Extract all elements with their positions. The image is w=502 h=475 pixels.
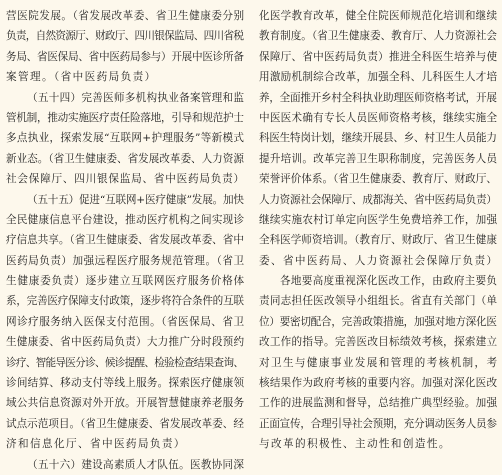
left-column-line: 生健康委、省中医药局负责）大力推广分时段预约 <box>6 336 245 349</box>
right-column-line: 全科医学师资培训。（教育厅、财政厅、省卫生健康 <box>259 234 497 247</box>
left-column-line: 管机制，推动实施医疗责任险落地，引导和规范护士 <box>6 111 244 124</box>
left-column-line: 社会保障厅、四川银保监局、省中医药局负责） <box>6 173 245 186</box>
right-column-line: 改工作的指导。完善医改目标绩效考核，探索建立 <box>259 336 498 349</box>
right-column-line: 养，全面推开乡村全科执业助理医师资格考试，开展 <box>259 91 497 104</box>
left-column-line: （五十四）完善医师多机构执业备案管理和监 <box>27 91 245 104</box>
left-column-line: 生健康委负责）逐步建立互联网医疗服务价格体 <box>6 275 245 288</box>
right-text-column <box>259 6 499 451</box>
left-column-line: 网诊疗服务纳入医保支付范围。（省医保局、省卫 <box>6 315 245 328</box>
left-text-column <box>6 6 245 471</box>
left-column-line: 系，完善医疗保障支付政策，逐步将符合条件的互联 <box>6 295 244 308</box>
right-column-line: 与改革的积极性、主动性和创造性。 <box>259 438 451 451</box>
right-column-line: 正面宣传，合理引导社会预期，充分调动医务人员参 <box>259 417 497 430</box>
left-column-line: 务局、省医保局、省中医药局参与）开展中医诊所备 <box>6 50 244 63</box>
right-column-line: 委、省中医药局、人力资源社会保障厅负责） <box>259 254 499 267</box>
left-column-line: 多点执业，探索发展“互联网+护理服务”等新模式 <box>6 132 245 145</box>
left-column-line: 负责，自然资源厅、财政厅、四川银保监局、四川省税 <box>6 30 244 43</box>
left-column-line: 新业态。（省卫生健康委、省发展改革委、人力资源 <box>6 152 244 165</box>
left-column-line: 营医院发展。（省发展改革委、省卫生健康委分别 <box>6 10 245 22</box>
right-column-line: 位）要密切配合，完善政策措施，加强对地方深化医 <box>259 315 497 328</box>
right-column-line: 用激励机制综合改革，加强全科、儿科医生人才培 <box>259 71 498 84</box>
right-column-line: 教育制度。（省卫生健康委、教育厅、人力资源社会 <box>259 30 497 43</box>
left-column-line: 医药局负责）加强远程医疗服务规范管理。（省卫 <box>6 254 245 267</box>
right-column-line: 荣誉评价体系。（省卫生健康委、教育厅、财政厅、 <box>259 173 497 186</box>
right-column-line: 提升培训。改革完善卫生职称制度，完善医务人员 <box>259 152 498 165</box>
right-column-line: 对卫生与健康事业发展和管理的考核机制，考 <box>259 356 499 369</box>
left-column-line: 诊疗、智能导医分诊、候诊提醒、检验检查结果查询、 <box>6 356 244 369</box>
right-column-line: 化医学教育改革，健全住院医师规范化培训和继续 <box>259 10 498 22</box>
left-column-line: 全民健康信息平台建设，推动医疗机构之间实现诊 <box>6 213 245 226</box>
left-column-line: 域公共信息资源对外开放。开展智慧健康养老服务 <box>6 397 245 410</box>
right-column-line: 继续实施农村订单定向医学生免费培养工作，加强 <box>259 213 498 226</box>
left-column-line: （五十六）建设高素质人才队伍。医教协同深 <box>27 458 245 471</box>
left-column-line: 济和信息化厅、省中医药局负责） <box>6 438 186 451</box>
left-column-line: 疗信息共享。（省卫生健康委、省发展改革委、省中 <box>6 234 244 247</box>
left-column-line: 诊间结算、移动支付等线上服务。探索医疗健康领 <box>6 377 245 390</box>
right-column-line: 工作的进展监测和督导，总结推广典型经验。加强 <box>259 397 498 410</box>
right-column-line: 中医医术确有专长人员医师资格考核，继续实施全 <box>259 111 498 124</box>
right-column-line: 人力资源社会保障厅、成都海关、省中医药局负责） <box>259 193 497 206</box>
left-column-line: 试点示范项目。（省卫生健康委、省发展改革委、经 <box>6 417 244 430</box>
right-column-line: 责同志担任医改领导小组组长。省直有关部门（单 <box>259 295 498 308</box>
left-column-line: 案管理。（省中医药局负责） <box>6 71 157 84</box>
right-column-line: 保障厅、省中医药局负责）推进全科医生培养与使 <box>259 50 498 63</box>
right-column-line: 科医生特岗计划，继续开展县、乡、村卫生人员能力 <box>259 132 497 145</box>
right-column-line: 各地要高度重视深化医改工作，由政府主要负 <box>280 275 498 288</box>
left-column-line: （五十五）促进“互联网+医疗健康”发展。加快 <box>27 193 244 206</box>
right-column-line: 核结果作为政府考核的重要内容。加强对深化医改 <box>259 377 498 390</box>
